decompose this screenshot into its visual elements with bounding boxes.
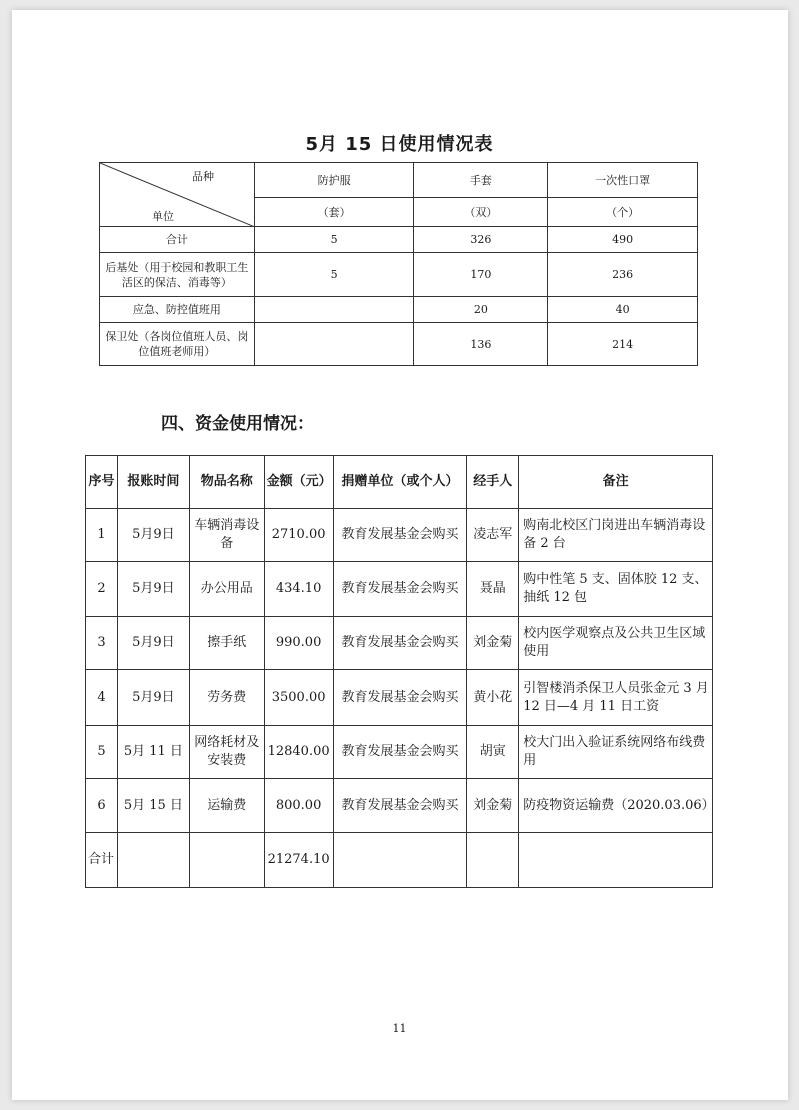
cell-value — [254, 323, 414, 366]
cell: 6 — [86, 779, 118, 833]
column-name: 防护服 — [254, 163, 414, 198]
cell: 5月9日 — [117, 562, 189, 617]
cell-value: 5 — [254, 253, 414, 297]
diagonal-header-cell — [100, 163, 255, 227]
cell-value: 170 — [414, 253, 548, 297]
column-name: 手套 — [414, 163, 548, 198]
cell — [467, 833, 519, 888]
cell: 教育发展基金会购买 — [333, 509, 467, 562]
usage-table — [99, 162, 698, 366]
cell-value: 40 — [548, 297, 698, 323]
cell: 教育发展基金会购买 — [333, 562, 467, 617]
total-label: 合计 — [86, 833, 118, 888]
cell: 购南北校区门岗进出车辆消毒设备 2 台 — [519, 509, 713, 562]
cell: 4 — [86, 670, 118, 726]
cell: 劳务费 — [189, 670, 264, 726]
header-cell: 经手人 — [467, 456, 519, 509]
cell-value — [254, 297, 414, 323]
cell: 3 — [86, 617, 118, 670]
cell: 2710.00 — [264, 509, 333, 562]
cell-value: 20 — [414, 297, 548, 323]
page-number: 11 — [392, 1022, 407, 1035]
cell-value: 490 — [548, 227, 698, 253]
cell-value: 5 — [254, 227, 414, 253]
cell: 教育发展基金会购买 — [333, 670, 467, 726]
cell: 12840.00 — [264, 726, 333, 779]
cell: 3500.00 — [264, 670, 333, 726]
cell: 网络耗材及安装费 — [189, 726, 264, 779]
cell: 凌志军 — [467, 509, 519, 562]
usage-row — [100, 253, 698, 297]
cell: 聂晶 — [467, 562, 519, 617]
cell-value: 214 — [548, 323, 698, 366]
cell-value: 236 — [548, 253, 698, 297]
cell: 刘金菊 — [467, 617, 519, 670]
cell: 教育发展基金会购买 — [333, 617, 467, 670]
table-row — [86, 617, 713, 670]
table1-title: 5月 15 日使用情况表 — [305, 134, 494, 155]
cell: 990.00 — [264, 617, 333, 670]
cell: 1 — [86, 509, 118, 562]
cell — [189, 833, 264, 888]
header-cell: 序号 — [86, 456, 118, 509]
usage-row — [100, 227, 698, 253]
table-row — [86, 779, 713, 833]
cell: 5 — [86, 726, 118, 779]
table-row — [86, 726, 713, 779]
header-bottom-label: 单位 — [152, 210, 174, 223]
header-cell: 捐赠单位（或个人） — [333, 456, 467, 509]
cell: 办公用品 — [189, 562, 264, 617]
row-label: 保卫处（各岗位值班人员、岗位值班老师用） — [100, 323, 255, 366]
cell: 刘金菊 — [467, 779, 519, 833]
usage-header-row — [100, 163, 698, 198]
cell: 教育发展基金会购买 — [333, 726, 467, 779]
row-label: 应急、防控值班用 — [100, 297, 255, 323]
cell: 5月9日 — [117, 509, 189, 562]
cell — [333, 833, 467, 888]
column-name: 一次性口罩 — [548, 163, 698, 198]
funds-table — [85, 455, 713, 888]
header-top-label: 品种 — [192, 170, 214, 183]
funds-header-row — [86, 456, 713, 509]
cell: 434.10 — [264, 562, 333, 617]
header-cell: 报账时间 — [117, 456, 189, 509]
cell: 5月 11 日 — [117, 726, 189, 779]
cell: 5月9日 — [117, 670, 189, 726]
cell: 800.00 — [264, 779, 333, 833]
total-row — [86, 833, 713, 888]
row-label: 合计 — [100, 227, 255, 253]
cell-value: 136 — [414, 323, 548, 366]
cell: 2 — [86, 562, 118, 617]
total-amount: 21274.10 — [264, 833, 333, 888]
cell — [117, 833, 189, 888]
row-label: 后基处（用于校园和教职工生活区的保洁、消毒等） — [100, 253, 255, 297]
cell: 5月9日 — [117, 617, 189, 670]
cell: 校内医学观察点及公共卫生区域使用 — [519, 617, 713, 670]
table-row — [86, 562, 713, 617]
usage-row — [100, 323, 698, 366]
cell: 运输费 — [189, 779, 264, 833]
column-unit: （个） — [548, 198, 698, 227]
cell-value: 326 — [414, 227, 548, 253]
cell: 车辆消毒设备 — [189, 509, 264, 562]
header-cell: 备注 — [519, 456, 713, 509]
cell: 5月 15 日 — [117, 779, 189, 833]
header-cell: 物品名称 — [189, 456, 264, 509]
diagonal-line — [100, 163, 255, 227]
header-cell: 金额（元） — [264, 456, 333, 509]
table-row — [86, 509, 713, 562]
column-unit: （套） — [254, 198, 414, 227]
usage-row — [100, 297, 698, 323]
table-row — [86, 670, 713, 726]
cell: 教育发展基金会购买 — [333, 779, 467, 833]
cell: 校大门出入验证系统网络布线费用 — [519, 726, 713, 779]
cell — [519, 833, 713, 888]
section-heading: 四、资金使用情况： — [161, 414, 314, 434]
cell: 购中性笔 5 支、固体胶 12 支、抽纸 12 包 — [519, 562, 713, 617]
column-unit: （双） — [414, 198, 548, 227]
cell: 防疫物资运输费（2020.03.06） — [519, 779, 713, 833]
cell: 黄小花 — [467, 670, 519, 726]
cell: 胡寅 — [467, 726, 519, 779]
cell: 引智楼消杀保卫人员张金元 3 月 12 日—4 月 11 日工资 — [519, 670, 713, 726]
cell: 擦手纸 — [189, 617, 264, 670]
